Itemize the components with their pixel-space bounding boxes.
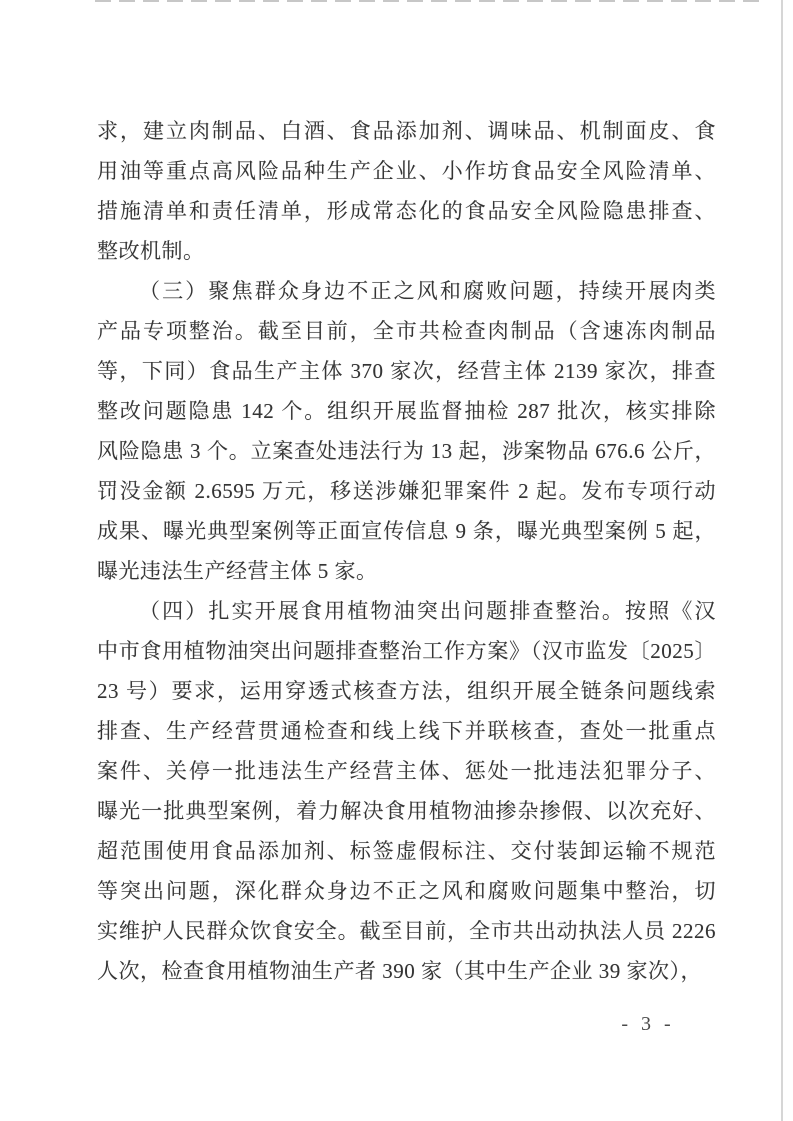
document-line: 求，建立肉制品、白酒、食品添加剂、调味品、机制面皮、食 [97, 119, 716, 143]
document-line: 实维护人民群众饮食安全。截至目前，全市共出动执法人员 2226 [97, 919, 716, 943]
document-line: 人次，检查食用植物油生产者 390 家（其中生产企业 39 家次）， [97, 959, 702, 983]
scan-artifact-right-edge [781, 0, 783, 1121]
document-line: 罚没金额 2.6595 万元，移送涉嫌犯罪案件 2 起。发布专项行动 [97, 479, 716, 503]
document-line: 整改问题隐患 142 个。组织开展监督抽检 287 批次，核实排除 [97, 399, 716, 423]
document-line: 产品专项整治。截至目前，全市共检查肉制品（含速冻肉制品 [97, 319, 716, 343]
document-line: 曝光一批典型案例，着力解决食用植物油掺杂掺假、以次充好、 [97, 799, 716, 823]
document-line: 风险隐患 3 个。立案查处违法行为 13 起，涉案物品 676.6 公斤， [97, 439, 716, 463]
document-line: 中市食用植物油突出问题排查整治工作方案》（汉市监发〔2025〕 [97, 639, 716, 663]
document-line: 超范围使用食品添加剂、标签虚假标注、交付装卸运输不规范 [97, 839, 716, 863]
document-body [97, 111, 716, 991]
document-line: （三）聚焦群众身边不正之风和腐败问题，持续开展肉类 [139, 279, 716, 303]
document-line: 措施清单和责任清单，形成常态化的食品安全风险隐患排查、 [97, 199, 716, 223]
document-line: 排查、生产经营贯通检查和线上线下并联核查，查处一批重点 [97, 719, 716, 743]
document-line: 案件、关停一批违法生产经营主体、惩处一批违法犯罪分子、 [97, 759, 716, 783]
document-line: 曝光违法生产经营主体 5 家。 [97, 559, 378, 583]
page-number: - 3 - [621, 1013, 675, 1035]
document-line: 等，下同）食品生产主体 370 家次，经营主体 2139 家次，排查 [97, 359, 716, 383]
document-line: 整改机制。 [97, 239, 205, 263]
document-line: 成果、曝光典型案例等正面宣传信息 9 条，曝光典型案例 5 起， [97, 519, 716, 543]
document-line: 用油等重点高风险品种生产企业、小作坊食品安全风险清单、 [97, 159, 716, 183]
scan-artifact-top-edge [95, 0, 760, 2]
document-line: （四）扎实开展食用植物油突出问题排查整治。按照《汉 [139, 599, 716, 623]
document-line: 等突出问题，深化群众身边不正之风和腐败问题集中整治，切 [97, 879, 716, 903]
document-line: 23 号）要求，运用穿透式核查方法，组织开展全链条问题线索 [97, 679, 716, 703]
